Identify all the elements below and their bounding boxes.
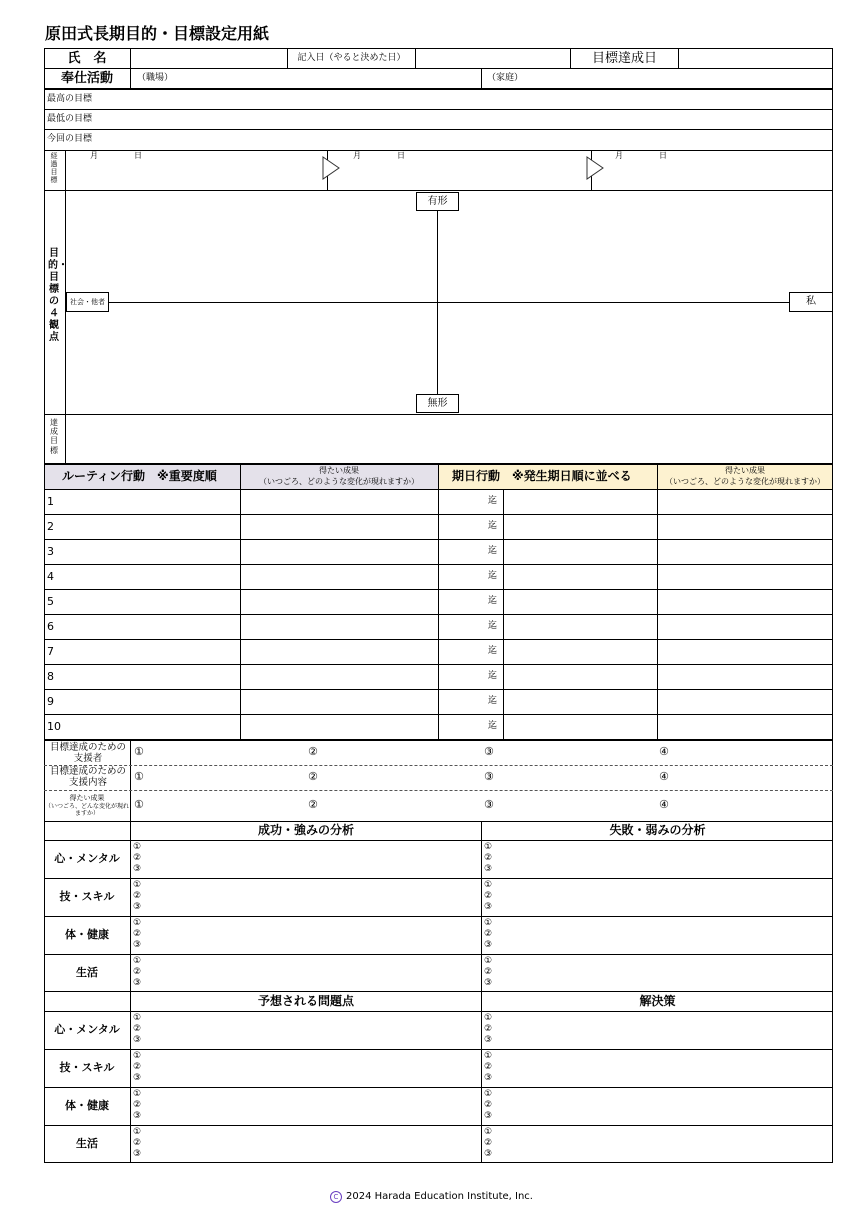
circle-1-mark: ① <box>134 798 144 811</box>
copyright-icon <box>330 1191 342 1203</box>
circle-2-mark: ② <box>308 770 318 783</box>
support-results-label-1: 得たい成果 <box>69 794 105 802</box>
until-label: 迄 <box>488 546 498 556</box>
circle-1-mark: ① <box>484 1051 493 1061</box>
table-row: 8 <box>47 670 54 683</box>
society-box <box>66 292 109 312</box>
milestones-label: 経過目標 <box>50 152 58 185</box>
service-label: 奉仕活動 <box>60 71 113 86</box>
entry-date-field[interactable] <box>416 49 569 67</box>
success-header: 成功・強みの分析 <box>257 823 354 837</box>
intangible-label: 無形 <box>427 398 448 409</box>
problems-header: 予想される問題点 <box>257 994 354 1008</box>
milestone-arrow-icon <box>586 156 604 180</box>
circle-3-mark: ③ <box>484 864 493 874</box>
name-field[interactable] <box>131 49 286 67</box>
circle-1-mark: ① <box>484 1013 493 1023</box>
support-results-label-2: （いつごろ、どんな変化が現れますか） <box>44 803 129 817</box>
month-label: 月 <box>90 151 98 160</box>
self-box <box>789 292 833 312</box>
circle-3-mark: ③ <box>484 770 494 783</box>
circle-1-mark: ① <box>133 956 142 966</box>
current-goal-label: 今回の目標 <box>47 134 93 144</box>
circle-1-mark: ① <box>133 1051 142 1061</box>
table-row: 3 <box>47 545 54 558</box>
table-row: 9 <box>47 695 54 708</box>
table-row: 5 <box>47 595 54 608</box>
circle-2-mark: ② <box>308 798 318 811</box>
circle-3-mark: ③ <box>133 1149 142 1159</box>
circle-2-mark: ② <box>133 1138 142 1148</box>
category-health: 体・健康 <box>65 1099 109 1112</box>
circle-2-mark: ② <box>133 1100 142 1110</box>
circle-3-mark: ③ <box>484 745 494 758</box>
month-label: 月 <box>353 151 361 160</box>
until-label: 迄 <box>488 571 498 581</box>
circle-3-mark: ③ <box>484 1149 493 1159</box>
circle-2-mark: ② <box>484 891 493 901</box>
table-row: 7 <box>47 645 54 658</box>
tangible-label: 有形 <box>427 196 448 207</box>
name-label: 氏 名 <box>67 51 107 66</box>
until-label: 迄 <box>488 496 498 506</box>
circle-3-mark: ③ <box>484 1035 493 1045</box>
circle-3-mark: ③ <box>133 864 142 874</box>
tangible-box <box>416 192 459 211</box>
circle-1-mark: ① <box>484 956 493 966</box>
table-row: 10 <box>47 720 61 733</box>
day-label: 日 <box>659 151 667 160</box>
copyright-text: 2024 Harada Education Institute, Inc. <box>346 1191 533 1202</box>
category-skill: 技・スキル <box>59 1061 115 1074</box>
category-life: 生活 <box>76 966 98 979</box>
achieve-date-field[interactable] <box>679 49 832 67</box>
circle-3-mark: ③ <box>484 978 493 988</box>
circle-3-mark: ③ <box>133 940 142 950</box>
circle-2-mark: ② <box>133 853 142 863</box>
self-label: 私 <box>806 296 816 307</box>
circle-3-mark: ③ <box>133 1111 142 1121</box>
until-label: 迄 <box>488 671 498 681</box>
month-label: 月 <box>615 151 623 160</box>
highest-goal-label: 最高の目標 <box>47 94 93 104</box>
circle-2-mark: ② <box>484 929 493 939</box>
home-label: （家庭） <box>487 73 524 83</box>
circle-1-mark: ① <box>484 842 493 852</box>
intangible-box <box>416 394 459 413</box>
achievement-goal-label: 達成目標 <box>50 418 58 455</box>
periodic-result-header-2: （いつごろ、どのような変化が現れますか） <box>665 477 825 486</box>
supporters-label: 目標達成のための支援者 <box>49 742 126 764</box>
circle-1-mark: ① <box>133 1127 142 1137</box>
table-row: 2 <box>47 520 54 533</box>
achieve-date-label: 目標達成日 <box>591 51 657 66</box>
society-label: 社会・他者 <box>70 298 105 306</box>
until-label: 迄 <box>488 521 498 531</box>
failure-header: 失敗・弱みの分析 <box>609 823 706 837</box>
category-mental: 心・メンタル <box>54 852 120 865</box>
workplace-label: （職場） <box>137 73 174 83</box>
circle-3-mark: ③ <box>484 798 494 811</box>
routine-header-label: ルーティン行動 ※重要度順 <box>62 469 217 483</box>
circle-2-mark: ② <box>133 967 142 977</box>
day-label: 日 <box>397 151 405 160</box>
until-label: 迄 <box>488 696 498 706</box>
solutions-header: 解決策 <box>639 994 676 1008</box>
table-row: 6 <box>47 620 54 633</box>
circle-2-mark: ② <box>133 891 142 901</box>
periodic-result-header-1: 得たい成果 <box>725 466 765 475</box>
circle-1-mark: ① <box>134 745 144 758</box>
circle-1-mark: ① <box>133 842 142 852</box>
circle-3-mark: ③ <box>133 978 142 988</box>
circle-4-mark: ④ <box>659 745 669 758</box>
day-label: 日 <box>134 151 142 160</box>
circle-3-mark: ③ <box>484 1111 493 1121</box>
support-content-label: 目標達成のための支援内容 <box>49 766 126 788</box>
page-title: 原田式長期目的・目標設定用紙 <box>45 24 270 43</box>
circle-2-mark: ② <box>484 1100 493 1110</box>
table-row: 1 <box>47 495 54 508</box>
until-label: 迄 <box>488 621 498 631</box>
circle-2-mark: ② <box>308 745 318 758</box>
circle-2-mark: ② <box>484 1024 493 1034</box>
circle-2-mark: ② <box>133 1024 142 1034</box>
circle-3-mark: ③ <box>133 1073 142 1083</box>
circle-2-mark: ② <box>133 929 142 939</box>
routine-result-header-2: （いつごろ、どのような変化が現れますか） <box>259 477 419 486</box>
circle-1-mark: ① <box>484 918 493 928</box>
table-row: 4 <box>47 570 54 583</box>
until-label: 迄 <box>488 721 498 731</box>
circle-2-mark: ② <box>484 1062 493 1072</box>
circle-2-mark: ② <box>484 1138 493 1148</box>
entry-date-label: 記入日（やると決めた日） <box>297 53 406 63</box>
until-label: 迄 <box>488 596 498 606</box>
category-health: 体・健康 <box>65 928 109 941</box>
routine-result-header-1: 得たい成果 <box>319 466 359 475</box>
circle-3-mark: ③ <box>484 1073 493 1083</box>
until-label: 迄 <box>488 646 498 656</box>
circle-3-mark: ③ <box>133 1035 142 1045</box>
circle-1-mark: ① <box>133 1089 142 1099</box>
lowest-goal-label: 最低の目標 <box>47 114 93 124</box>
circle-1-mark: ① <box>133 1013 142 1023</box>
circle-1-mark: ① <box>484 1089 493 1099</box>
circle-1-mark: ① <box>133 880 142 890</box>
category-life: 生活 <box>76 1137 98 1150</box>
circle-3-mark: ③ <box>133 902 142 912</box>
footer <box>330 1190 533 1204</box>
periodic-header-label: 期日行動 ※発生期日順に並べる <box>452 469 632 483</box>
circle-4-mark: ④ <box>659 798 669 811</box>
circle-1-mark: ① <box>484 1127 493 1137</box>
milestone-arrow-icon <box>322 156 340 180</box>
circle-3-mark: ③ <box>484 940 493 950</box>
circle-2-mark: ② <box>133 1062 142 1072</box>
circle-2-mark: ② <box>484 967 493 977</box>
circle-1-mark: ① <box>484 880 493 890</box>
category-mental: 心・メンタル <box>54 1023 120 1036</box>
category-skill: 技・スキル <box>59 890 115 903</box>
circle-4-mark: ④ <box>659 770 669 783</box>
copyright-symbol: C <box>333 1193 339 1201</box>
circle-1-mark: ① <box>133 918 142 928</box>
goals-block <box>44 89 833 415</box>
circle-2-mark: ② <box>484 853 493 863</box>
circle-1-mark: ① <box>134 770 144 783</box>
circle-3-mark: ③ <box>484 902 493 912</box>
viewpoints-label: 目的・目標の４観点 <box>48 248 68 343</box>
